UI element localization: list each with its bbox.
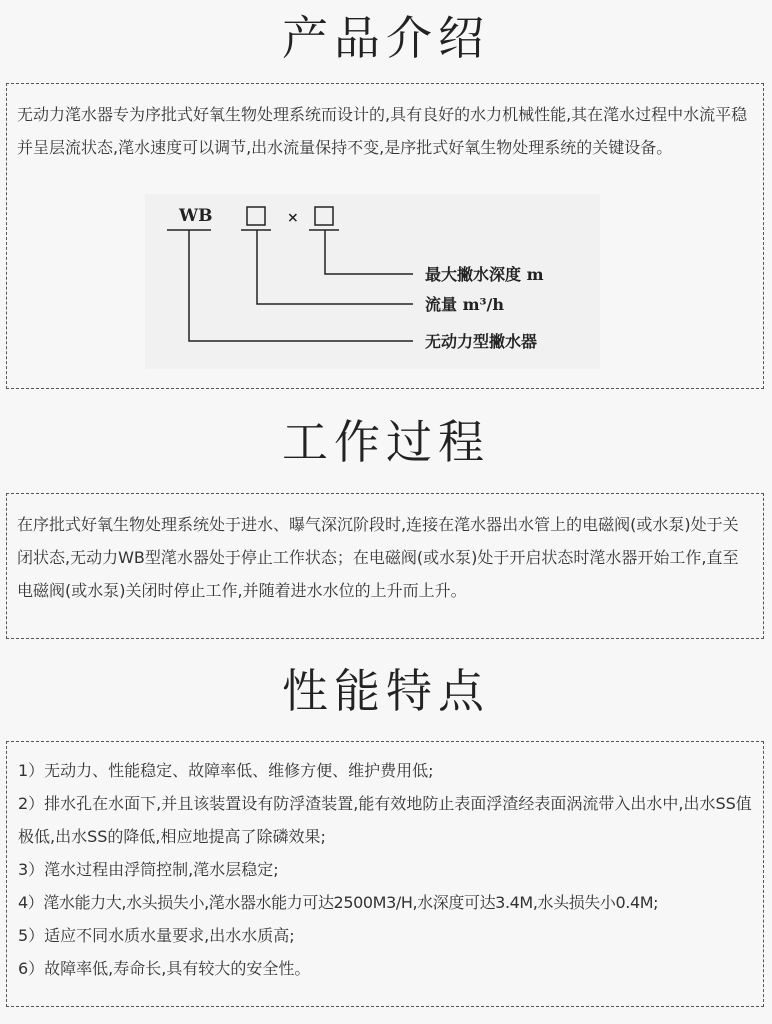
process-paragraph: 在序批式好氧生物处理系统处于进水、曝气深沉阶段时,连接在滗水器出水管上的电磁阀(或水泵)处于关闭状态,无动力WB型滗水器处于停止工作状态；在电磁阀(或水泵)处于开启状态时滗水器开始工作,直至电磁阀(或水泵)关闭时停止工作,并随着进水水位的上升而上升。 bbox=[17, 515, 739, 600]
feature-item-6: 6）故障率低,寿命长,具有较大的安全性。 bbox=[18, 959, 311, 978]
features-box bbox=[6, 741, 764, 1007]
depth-box bbox=[315, 207, 333, 225]
feature-item-2: 2）排水孔在水面下,并且该装置设有防浮渣装置,能有效地防止表面浮渣经表面涡流带入出水中,出水SS值极低,出水SS的降低,相应地提高了除磷效果; bbox=[18, 794, 752, 846]
times-sign: × bbox=[287, 210, 299, 226]
process-title: 工作过程 bbox=[282, 415, 490, 469]
intro-title: 产品介绍 bbox=[282, 11, 490, 65]
feature-item-5: 5）适应不同水质水量要求,出水水质高; bbox=[18, 926, 295, 945]
feature-item-3: 3）滗水过程由浮筒控制,滗水层稳定; bbox=[18, 860, 279, 879]
feature-item-4: 4）滗水能力大,水头损失小,滗水器水能力可达2500M3/H,水深度可达3.4M,水头损失小0.4M; bbox=[18, 893, 659, 912]
type-label: 无动力型撇水器 bbox=[425, 332, 538, 351]
model-code-svg bbox=[145, 194, 600, 369]
flow-label: 流量 m³/h bbox=[425, 295, 504, 314]
intro-paragraph: 无动力滗水器专为序批式好氧生物处理系统而设计的,具有良好的水力机械性能,其在滗水过程中水流平稳并呈层流状态,滗水速度可以调节,出水流量保持不变,是序批式好氧生物处理系统的关键设备。 bbox=[17, 105, 748, 157]
model-code-diagram bbox=[145, 194, 600, 369]
features-title: 性能特点 bbox=[282, 664, 490, 718]
flow-box bbox=[247, 207, 265, 225]
depth-label: 最大撇水深度 m bbox=[425, 265, 544, 284]
process-box bbox=[6, 493, 764, 639]
model-code-text: WB bbox=[179, 206, 213, 226]
feature-item-1: 1）无动力、性能稳定、故障率低、维修方便、维护费用低; bbox=[18, 761, 434, 780]
